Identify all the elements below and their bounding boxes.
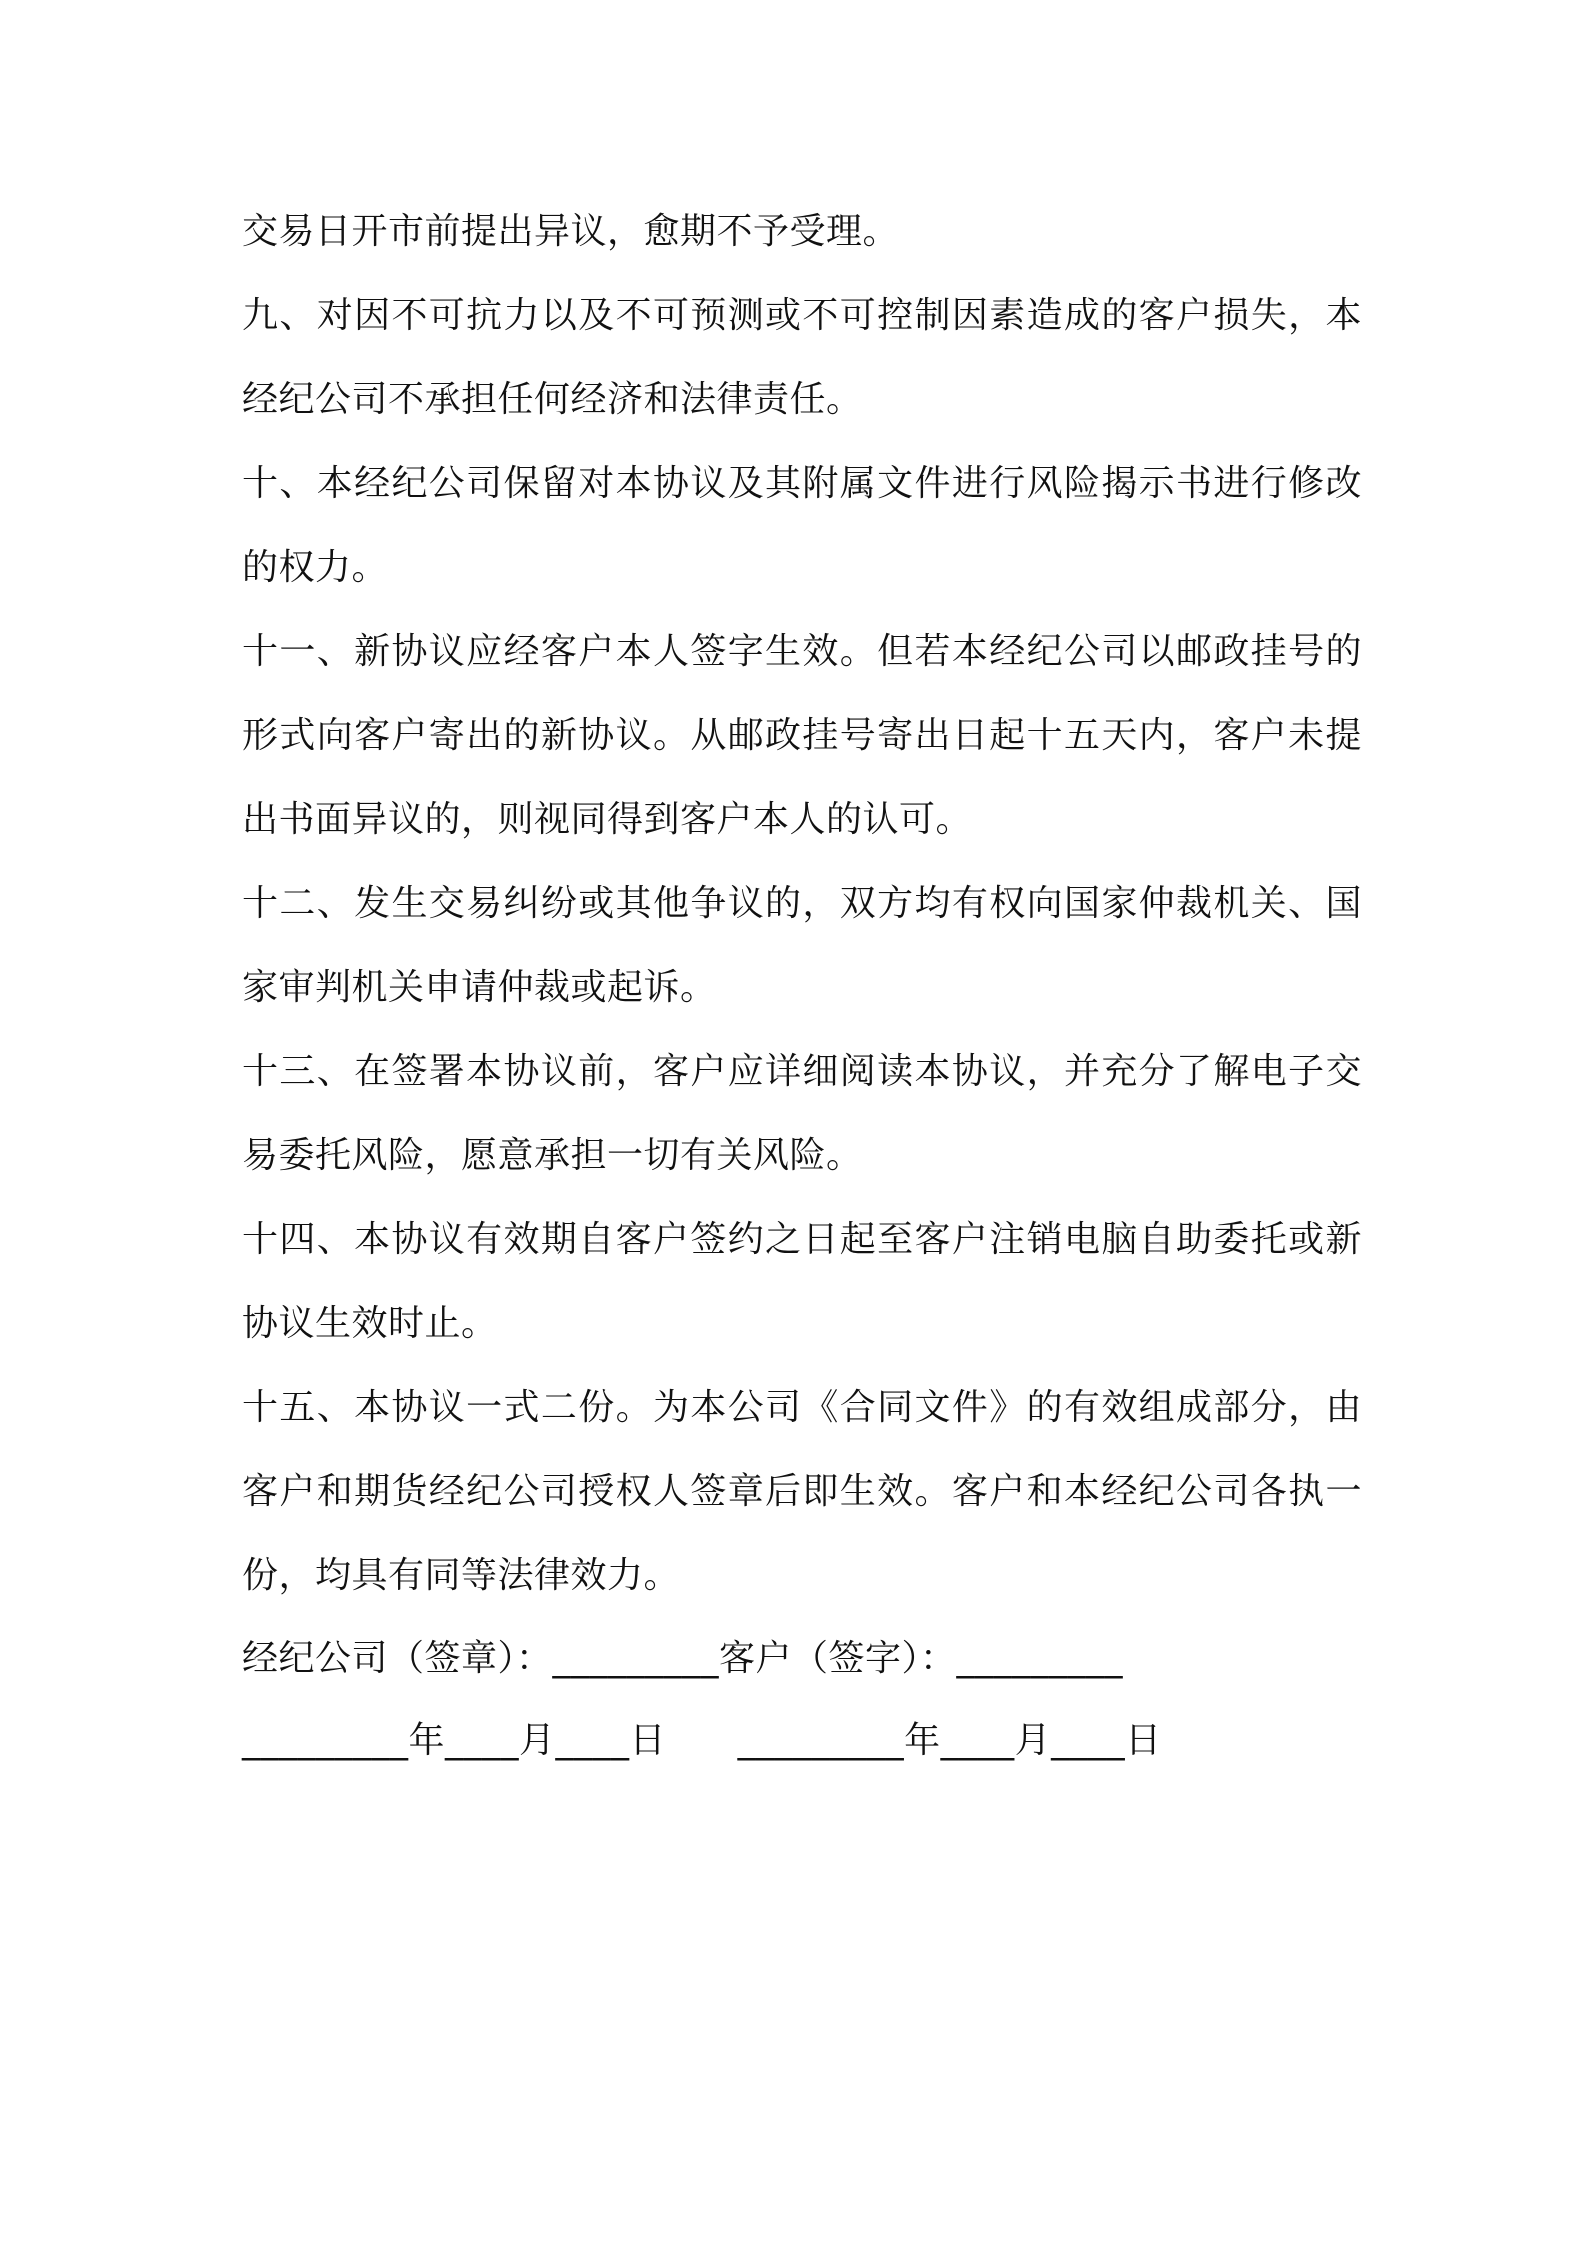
paragraph-continuation: 交易日开市前提出异议，愈期不予受理。 bbox=[242, 211, 900, 252]
clause-9: 九、对因不可抗力以及不可预测或不可控制因素造成的客户损失，本经纪公司不承担任何经济和法律责任。 bbox=[242, 295, 1362, 420]
company-date: _________年____月____日 bbox=[242, 1720, 666, 1761]
clause-13: 十三、在签署本协议前，客户应详细阅读本协议，并充分了解电子交易委托风险，愿意承担一切有关风险。 bbox=[242, 1051, 1362, 1176]
date-line bbox=[242, 1700, 1362, 1782]
document-body bbox=[242, 190, 1362, 1782]
clause-10: 十、本经纪公司保留对本协议及其附属文件进行风险揭示书进行修改的权力。 bbox=[242, 463, 1362, 588]
client-signature-label: 客户（签字）： bbox=[719, 1638, 957, 1679]
clause-12: 十二、发生交易纠纷或其他争议的，双方均有权向国家仲裁机关、国家审判机关申请仲裁或起诉。 bbox=[242, 883, 1362, 1008]
client-date: _________年____月____日 bbox=[737, 1720, 1162, 1761]
client-signature-blank: _________ bbox=[956, 1638, 1124, 1679]
clause-14: 十四、本协议有效期自客户签约之日起至客户注销电脑自助委托或新协议生效时止。 bbox=[242, 1219, 1362, 1344]
clause-11: 十一、新协议应经客户本人签字生效。但若本经纪公司以邮政挂号的形式向客户寄出的新协议。从邮政挂号寄出日起十五天内，客户未提出书面异议的，则视同得到客户本人的认可。 bbox=[242, 631, 1362, 840]
company-signature-label: 经纪公司（签章）： bbox=[242, 1638, 553, 1679]
company-signature-blank: _________ bbox=[552, 1638, 720, 1679]
signature-line bbox=[242, 1618, 1362, 1700]
clause-15: 十五、本协议一式二份。为本公司《合同文件》的有效组成部分，由客户和期货经纪公司授权人签章后即生效。客户和本经纪公司各执一份，均具有同等法律效力。 bbox=[242, 1387, 1362, 1596]
